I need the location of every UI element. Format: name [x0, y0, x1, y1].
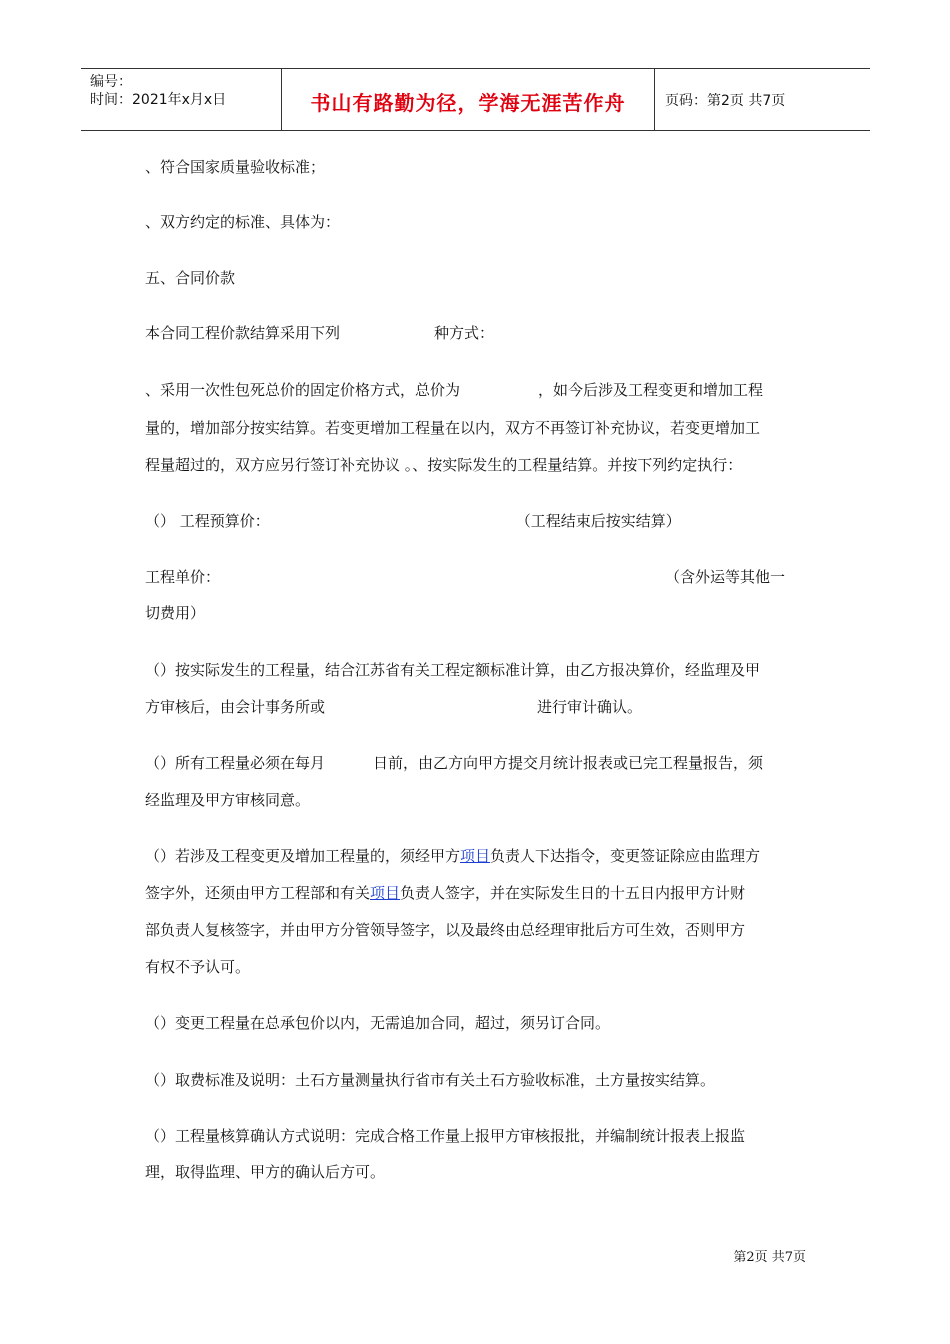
- body-line: 、双方约定的标准、具体为：: [145, 213, 341, 231]
- body-line: 有权不予认可。: [145, 958, 251, 976]
- header-left-cell: [81, 69, 282, 130]
- body-line: 量的，增加部分按实结算。若变更增加工程量在以内，双方不再签订补充协议，若变更增加工: [145, 419, 761, 437]
- body-line: （）变更工程量在总承包价以内，无需追加合同，超过，须另订合同。: [145, 1014, 611, 1032]
- text-segment: 方审核后，由会计事务所或: [145, 698, 326, 716]
- section-heading: 五、合同价款: [145, 269, 236, 287]
- text-segment: 本合同工程价款结算采用下列: [145, 324, 341, 342]
- text-segment: （）若涉及工程变更及增加工程量的，须经甲方: [145, 847, 461, 865]
- text-segment: 工程单价：: [145, 568, 221, 586]
- text-segment: 负责人下达指令，变更签证除应由监理方: [490, 847, 761, 865]
- text-segment: 、采用一次性包死总价的固定价格方式，总价为: [145, 381, 461, 399]
- document-number-label: 编号：: [90, 74, 132, 90]
- body-line: [145, 697, 642, 717]
- header-center-cell: [282, 69, 655, 130]
- body-line: [145, 846, 760, 866]
- body-line: [145, 511, 681, 531]
- project-link[interactable]: 项目: [460, 847, 491, 865]
- text-segment: 负责人签字，并在实际发生日的十五日内报甲方计财: [400, 884, 746, 902]
- project-link[interactable]: 项目: [370, 884, 401, 902]
- body-line: （）工程量核算确认方式说明：完成合格工作量上报甲方审核报批，并编制统计报表上报监: [145, 1127, 746, 1145]
- text-segment: （工程结束后按实结算）: [515, 512, 681, 530]
- text-segment: 日前，由乙方向甲方提交月统计报表或已完工程量报告，须: [373, 754, 764, 772]
- header-page-info: 页码：第2页 共7页: [665, 93, 786, 109]
- body-line: 部负责人复核签字，并由甲方分管领导签字，以及最终由总经理审批后方可生效，否则甲方: [145, 921, 746, 939]
- header-motto: 书山有路勤为径，学海无涯苦作舟: [310, 91, 626, 115]
- body-line: （）取费标准及说明：土石方量测量执行省市有关土石方验收标准，土方量按实结算。: [145, 1071, 716, 1089]
- document-date: 时间：2021年x月x日: [90, 92, 227, 108]
- page-footer: 第2页 共7页: [733, 1250, 806, 1265]
- body-line: [145, 567, 785, 587]
- body-line: 、符合国家质量验收标准；: [145, 158, 326, 176]
- body-line: 程量超过的，双方应另行签订补充协议 。、按实际发生的工程量结算。并按下列约定执行：: [145, 456, 743, 474]
- text-segment: ，如今后涉及工程变更和增加工程: [538, 381, 764, 399]
- body-line: [145, 753, 763, 773]
- body-line: [145, 323, 494, 343]
- body-line: 切费用）: [145, 604, 206, 622]
- body-line: [145, 380, 763, 400]
- text-segment: 种方式：: [434, 324, 495, 342]
- page-header: [81, 68, 870, 131]
- body-line: 经监理及甲方审核同意。: [145, 791, 311, 809]
- text-segment: 签字外，还须由甲方工程部和有关: [145, 884, 371, 902]
- text-segment: （含外运等其他一: [665, 568, 786, 586]
- text-segment: （）所有工程量必须在每月: [145, 754, 326, 772]
- body-line: 理，取得监理、甲方的确认后方可。: [145, 1163, 386, 1181]
- header-right-cell: [655, 69, 870, 130]
- body-line: [145, 883, 745, 903]
- text-segment: （） 工程预算价：: [145, 512, 270, 530]
- text-segment: 进行审计确认。: [537, 698, 643, 716]
- body-line: （）按实际发生的工程量，结合江苏省有关工程定额标准计算，由乙方报决算价，经监理及甲: [145, 661, 761, 679]
